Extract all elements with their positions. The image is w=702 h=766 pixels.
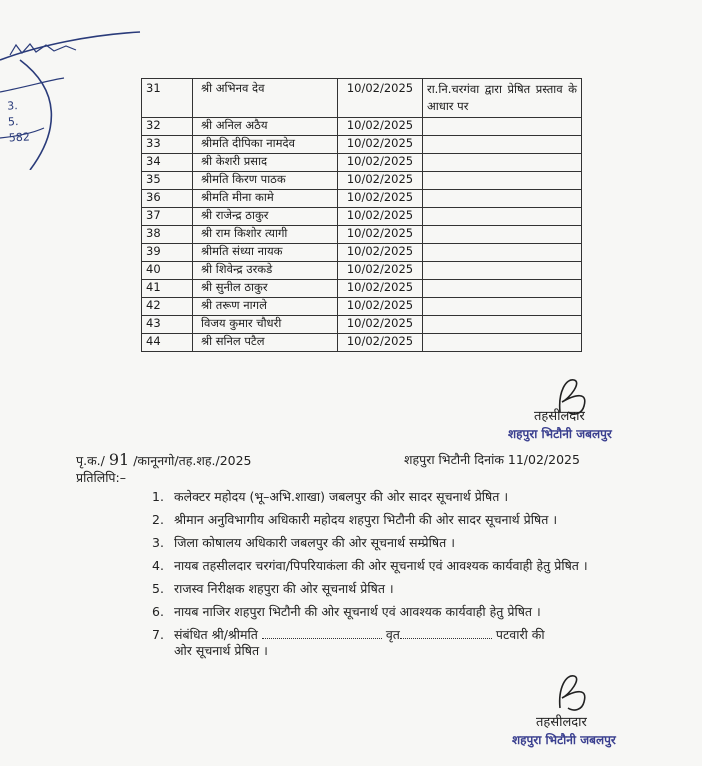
list-item: 3. जिला कोषालय अधिकारी जबलपुर की ओर सूचनार्थ सम्प्रेषित । (152, 535, 455, 550)
blank-circle-line (400, 628, 492, 639)
cell-remark (423, 262, 582, 280)
cell-date: 10/02/2025 (338, 136, 423, 154)
signatory-office: शहपुरा भिटौनी जबलपुर (512, 733, 616, 747)
cell-remark (423, 172, 582, 190)
cell-remark (423, 298, 582, 316)
cell-name: श्री सनिल पटैल (193, 334, 338, 352)
copy-to-list (152, 489, 622, 666)
signature-block-top (508, 406, 612, 442)
cell-date: 10/02/2025 (338, 154, 423, 172)
list-item: 1. कलेक्टर महोदय (भू–अभि.शाखा) जबलपुर की ओर सादर सूचनार्थ प्रेषित । (152, 489, 509, 504)
cell-date: 10/02/2025 (338, 172, 423, 190)
table-row (142, 208, 582, 226)
table-row (142, 334, 582, 352)
cell-remark: रा.नि.चरगंवा द्वारा प्रेषित प्रस्ताव के आधार पर (423, 79, 582, 118)
cell-serial-number: 31 (142, 79, 193, 118)
table-row (142, 136, 582, 154)
list-item-patwari: 7. संबंधित श्री/श्रीमति वृत पटवारी की ओर सूचनार्थ प्रेषित । (152, 627, 545, 658)
cell-date: 10/02/2025 (338, 226, 423, 244)
cell-name: श्री राम किशोर त्यागी (193, 226, 338, 244)
signatory-role: तहसीलदार (534, 409, 585, 424)
cell-remark (423, 136, 582, 154)
cell-date: 10/02/2025 (338, 79, 423, 118)
roster-table (141, 78, 582, 352)
table-row (142, 262, 582, 280)
cell-name: श्री अभिनव देव (193, 79, 338, 118)
cell-remark (423, 316, 582, 334)
cell-date: 10/02/2025 (338, 334, 423, 352)
handwritten-reference-no: 91 (108, 450, 130, 469)
table-row (142, 316, 582, 334)
cell-serial-number: 44 (142, 334, 193, 352)
corner-note-text: 3. 5. 582 (6, 99, 31, 145)
table-row (142, 118, 582, 136)
cell-serial-number: 41 (142, 280, 193, 298)
handwritten-corner-note (0, 20, 150, 170)
cell-remark (423, 280, 582, 298)
place-and-date: शहपुरा भिटौनी दिनांक 11/02/2025 (404, 452, 580, 467)
cell-serial-number: 36 (142, 190, 193, 208)
cell-remark (423, 118, 582, 136)
roster-table-body (142, 79, 582, 352)
cell-date: 10/02/2025 (338, 190, 423, 208)
cell-date: 10/02/2025 (338, 208, 423, 226)
signature-block-bottom (512, 712, 616, 748)
cell-remark (423, 154, 582, 172)
cell-name: श्री केशरी प्रसाद (193, 154, 338, 172)
cell-name: श्री अनिल अठैय (193, 118, 338, 136)
cell-remark (423, 244, 582, 262)
cell-serial-number: 35 (142, 172, 193, 190)
cell-date: 10/02/2025 (338, 316, 423, 334)
cell-name: श्रीमति दीपिका नामदेव (193, 136, 338, 154)
table-row (142, 172, 582, 190)
cell-remark (423, 334, 582, 352)
cell-remark (423, 208, 582, 226)
table-row (142, 154, 582, 172)
table-row (142, 226, 582, 244)
cell-serial-number: 37 (142, 208, 193, 226)
signatory-role: तहसीलदार (536, 715, 587, 730)
cell-serial-number: 32 (142, 118, 193, 136)
cell-name: श्री सुनील ठाकुर (193, 280, 338, 298)
cell-date: 10/02/2025 (338, 262, 423, 280)
list-item: 4. नायब तहसीलदार चरगंवा/पिपरियाकंला की ओर सूचनार्थ एवं आवश्यक कार्यवाही हेतु प्रेषित । (152, 558, 588, 573)
cell-serial-number: 38 (142, 226, 193, 244)
cell-serial-number: 42 (142, 298, 193, 316)
table-row (142, 190, 582, 208)
table-row (142, 298, 582, 316)
cell-name: श्रीमति किरण पाठक (193, 172, 338, 190)
table-row (142, 79, 582, 118)
list-item: 2. श्रीमान अनुविभागीय अधिकारी महोदय शहपुरा भिटौनी की ओर सादर सूचनार्थ प्रेषित । (152, 512, 558, 527)
cell-serial-number: 34 (142, 154, 193, 172)
table-row (142, 280, 582, 298)
cell-remark (423, 226, 582, 244)
cell-serial-number: 40 (142, 262, 193, 280)
signatory-office: शहपुरा भिटौनी जबलपुर (508, 427, 612, 441)
cell-date: 10/02/2025 (338, 280, 423, 298)
cell-date: 10/02/2025 (338, 118, 423, 136)
reference-number: पृ.क./ 91 /कानूनगो/तह.शह./2025 (76, 450, 252, 469)
cell-name: श्री राजेन्द्र ठाकुर (193, 208, 338, 226)
copy-to-label: प्रतिलिपि:– (76, 470, 126, 485)
list-item: 6. नायब नाजिर शहपुरा भिटौनी की ओर सूचनार्थ एवं आवश्यक कार्यवाही हेतु प्रेषित । (152, 604, 541, 619)
cell-name: श्री तरूण नागले (193, 298, 338, 316)
cell-serial-number: 43 (142, 316, 193, 334)
table-row (142, 244, 582, 262)
cell-name: श्रीमति संध्या नायक (193, 244, 338, 262)
cell-name: विजय कुमार चौधरी (193, 316, 338, 334)
list-item: 5. राजस्व निरीक्षक शहपुरा की ओर सूचनार्थ प्रेषित । (152, 581, 394, 596)
cell-remark (423, 190, 582, 208)
cell-date: 10/02/2025 (338, 244, 423, 262)
cell-date: 10/02/2025 (338, 298, 423, 316)
cell-serial-number: 33 (142, 136, 193, 154)
cell-name: श्री शिवेन्द्र उरकडे (193, 262, 338, 280)
cell-name: श्रीमति मीना कामे (193, 190, 338, 208)
signature-mark (548, 668, 608, 718)
blank-name-line (262, 628, 382, 639)
cell-serial-number: 39 (142, 244, 193, 262)
